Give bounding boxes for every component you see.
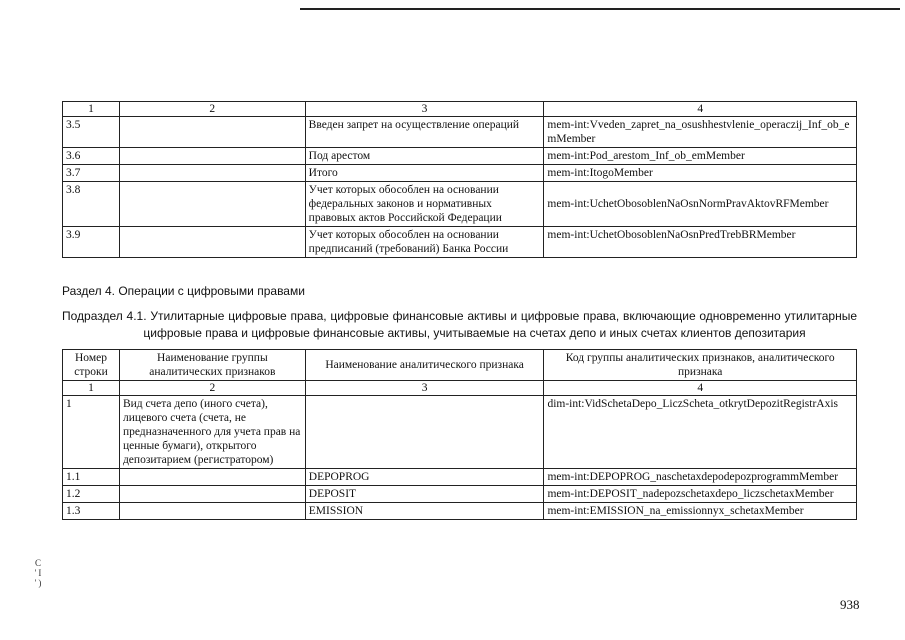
- attribute-name: Введен запрет на осуществление операций: [305, 117, 544, 148]
- attribute-name: Под арестом: [305, 148, 544, 165]
- subsection-title-line-2: цифровые права и цифровые финансовые активы, учитываемые на счетах депо и иных счетах клиентов депозитария: [143, 326, 806, 340]
- table-row: [63, 396, 857, 469]
- page-number: 938: [840, 597, 860, 612]
- table-row: [63, 148, 857, 165]
- table-row: [63, 486, 857, 503]
- column-number: 3: [305, 381, 544, 396]
- table-row: [63, 503, 857, 520]
- group-name: [119, 148, 305, 165]
- row-number: 1.3: [63, 503, 120, 520]
- attribute-name: Итого: [305, 165, 544, 182]
- attribute-name: Учет которых обособлен на основании федеральных законов и нормативных правовых актов Российской Федерации: [305, 182, 544, 227]
- row-number: 3.6: [63, 148, 120, 165]
- attribute-name: Учет которых обособлен на основании предписаний (требований) Банка России: [305, 227, 544, 258]
- attribute-code: mem-int:UchetObosoblenNaOsnNormPravAktovRFMember: [544, 182, 857, 227]
- group-name: [119, 182, 305, 227]
- subsection-title-line-1: Подраздел 4.1. Утилитарные цифровые права, цифровые финансовые активы и цифровые права, включающие одновременно утилитарные: [62, 309, 857, 323]
- column-number: 4: [544, 381, 857, 396]
- group-name: Вид счета депо (иного счета), лицевого счета (счета, не предназначенного для учета прав на ценные бумаги), открытого депозитарием (регистратором): [119, 396, 305, 469]
- group-name: [119, 165, 305, 182]
- attribute-code: mem-int:ItogoMember: [544, 165, 857, 182]
- group-name: [119, 117, 305, 148]
- header-attribute-code: Код группы аналитических признаков, аналитического признака: [544, 350, 857, 381]
- attribute-name: EMISSION: [305, 503, 544, 520]
- row-number: 1: [63, 396, 120, 469]
- group-name: [119, 227, 305, 258]
- column-number: 1: [63, 381, 120, 396]
- group-name: [119, 503, 305, 520]
- table-lower-column-numbers: [63, 381, 857, 396]
- header-attribute-name: Наименование аналитического признака: [305, 350, 544, 381]
- attribute-code: dim-int:VidSchetaDepo_LiczScheta_otkrytDepozitRegistrAxis: [544, 396, 857, 469]
- column-number: 2: [119, 381, 305, 396]
- attribute-code: mem-int:DEPOSIT_nadepozschetaxdepo_liczschetaxMember: [544, 486, 857, 503]
- table-upper: [62, 101, 857, 258]
- section-title: Раздел 4. Операции с цифровыми правами: [62, 284, 305, 298]
- attribute-code: mem-int:Vveden_zapret_na_osushhestvlenie_operaczij_Inf_ob_emMember: [544, 117, 857, 148]
- subsection-title: [62, 308, 857, 342]
- header-group-name: Наименование группы аналитических признаков: [119, 350, 305, 381]
- row-number: 1.2: [63, 486, 120, 503]
- row-number: 3.8: [63, 182, 120, 227]
- table-row: [63, 469, 857, 486]
- table-row: [63, 227, 857, 258]
- margin-mark: ' ): [34, 578, 42, 588]
- header-row-number: Номер строки: [63, 350, 120, 381]
- row-number: 3.7: [63, 165, 120, 182]
- table-row: [63, 117, 857, 148]
- row-number: 3.5: [63, 117, 120, 148]
- attribute-name: DEPOSIT: [305, 486, 544, 503]
- column-number: 3: [305, 102, 544, 117]
- table-row: [63, 182, 857, 227]
- attribute-name: DEPOPROG: [305, 469, 544, 486]
- attribute-name: [305, 396, 544, 469]
- column-number: 2: [119, 102, 305, 117]
- row-number: 3.9: [63, 227, 120, 258]
- group-name: [119, 486, 305, 503]
- column-number: 1: [63, 102, 120, 117]
- margin-mark: ' I: [34, 568, 42, 578]
- margin-marks: [31, 558, 45, 588]
- attribute-code: mem-int:Pod_arestom_Inf_ob_emMember: [544, 148, 857, 165]
- table-row: [63, 165, 857, 182]
- row-number: 1.1: [63, 469, 120, 486]
- column-number: 4: [544, 102, 857, 117]
- table-lower-header: [63, 350, 857, 381]
- table-lower: [62, 349, 857, 520]
- margin-mark: C: [34, 558, 41, 568]
- group-name: [119, 469, 305, 486]
- top-rule: [300, 8, 900, 10]
- attribute-code: mem-int:UchetObosoblenNaOsnPredTrebBRMember: [544, 227, 857, 258]
- attribute-code: mem-int:DEPOPROG_naschetaxdepodepozprogrammMember: [544, 469, 857, 486]
- attribute-code: mem-int:EMISSION_na_emissionnyx_schetaxMember: [544, 503, 857, 520]
- table-upper-column-numbers: [63, 102, 857, 117]
